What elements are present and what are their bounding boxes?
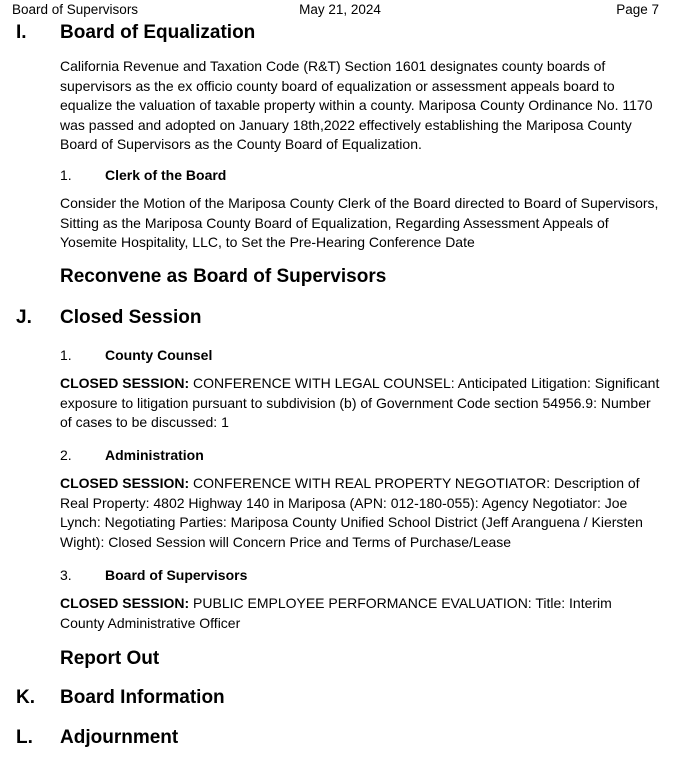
section-i-title: Board of Equalization — [60, 22, 256, 43]
section-j-item-2-body — [60, 474, 660, 552]
section-i-description-text: California Revenue and Taxation Code (R&T) Section 1601 designates county boards of supervisors as the ex officio county board of equalization or assessment appeals board to equalize the valuation of taxable property within a county. Mariposa County Ordinance No. 1170 was passed and adopted on January 18th,2022 effectively establishing the Mariposa County Board of Supervisors as the County Board of Equalization. — [60, 58, 653, 152]
section-j-title: Closed Session — [60, 307, 202, 328]
section-j-item-2-title: Administration — [105, 447, 204, 463]
section-i-item-1-body-text: Consider the Motion of the Mariposa County Clerk of the Board directed to Board of Supervisors, Sitting as the Mariposa County Board of Equalization, Regarding Assessment Appeals of Yosemite Hospitality, LLC, to Set the Pre-Hearing Conference Date — [60, 195, 659, 250]
header-board-name: Board of Supervisors — [12, 2, 139, 17]
header-date: May 21, 2024 — [299, 2, 381, 17]
section-k-letter: K. — [16, 687, 35, 708]
section-l-title: Adjournment — [60, 727, 179, 748]
section-j-item-3-body — [60, 594, 660, 633]
reconvene-title: Reconvene as Board of Supervisors — [60, 266, 387, 287]
section-j-item-3-number: 3. — [60, 567, 72, 583]
section-j-item-1-number: 1. — [60, 347, 72, 363]
section-i-letter: I. — [16, 22, 27, 43]
section-j-item-2-body-text: CONFERENCE WITH REAL PROPERTY NEGOTIATOR: Description of Real Property: 4802 Highway 140 in Mariposa (APN: 012-180-055): Agency Negotiator: Joe Lynch: Negotiating Parties: Mariposa County Unified School District (Jeff Aranguena / Kiersten Wight): Closed Session will Concern Price and Terms of Purchase/Lease — [60, 475, 643, 550]
closed-session-label: CLOSED SESSION: — [60, 595, 190, 611]
section-j-letter: J. — [16, 307, 32, 328]
section-j-item-1-body — [60, 374, 660, 433]
section-i-item-1-title: Clerk of the Board — [105, 167, 227, 183]
report-out-title: Report Out — [60, 648, 160, 669]
closed-session-label: CLOSED SESSION: — [60, 475, 190, 491]
section-k-title: Board Information — [60, 687, 225, 708]
section-j-item-1-title: County Counsel — [105, 347, 213, 363]
section-i-item-1-number: 1. — [60, 167, 72, 183]
closed-session-label: CLOSED SESSION: — [60, 375, 190, 391]
section-j-item-2-number: 2. — [60, 447, 72, 463]
section-i-description — [60, 57, 660, 155]
header-page-number: Page 7 — [616, 2, 659, 17]
section-j-item-1-body-text: CONFERENCE WITH LEGAL COUNSEL: Anticipated Litigation: Significant exposure to litigation pursuant to subdivision (b) of Government Code section 54956.9: Number of cases to be discussed: 1 — [60, 375, 660, 430]
section-j-item-3-body-text: PUBLIC EMPLOYEE PERFORMANCE EVALUATION: Title: Interim County Administrative Officer — [60, 595, 612, 631]
section-i-item-1-body — [60, 194, 660, 253]
section-l-letter: L. — [16, 727, 33, 748]
section-j-item-3-title: Board of Supervisors — [105, 567, 248, 583]
